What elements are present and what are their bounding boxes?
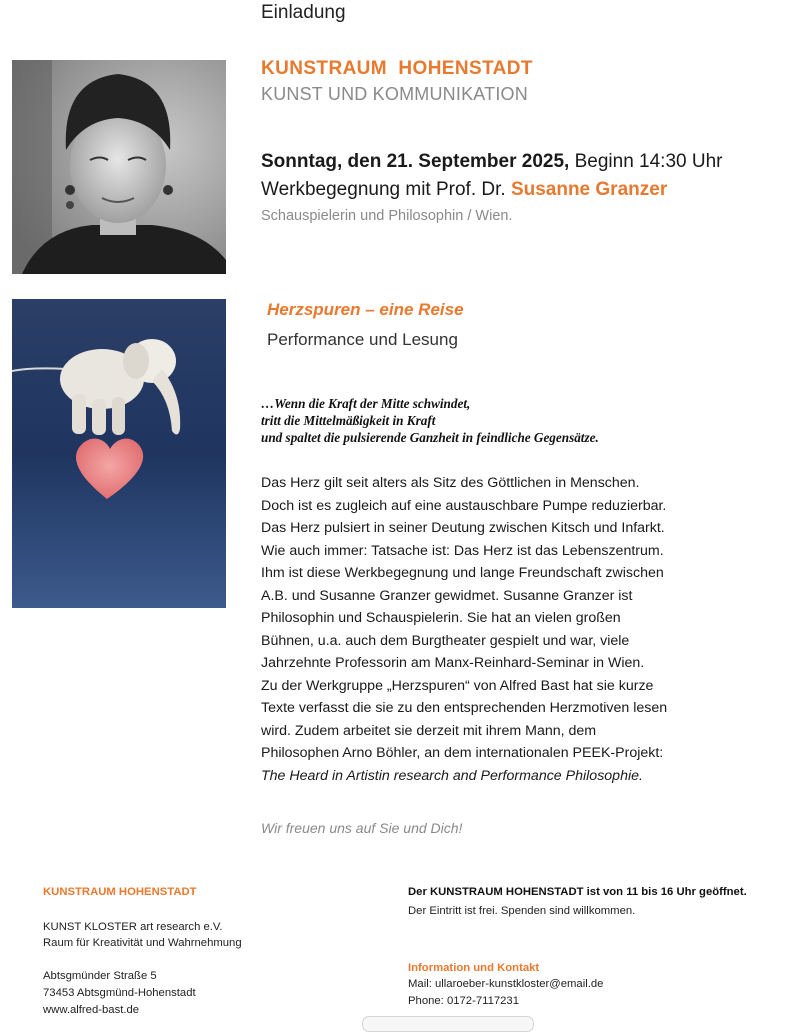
footer-phone: Phone: 0172-7117231	[408, 995, 519, 1007]
footer-association: KUNST KLOSTER art research e.V.	[43, 921, 223, 933]
body-line: Wie auch immer: Tatsache ist: Das Herz ist das Lebenszentrum.	[261, 542, 664, 559]
portrait-photo	[12, 60, 226, 274]
artist-name: Susanne Granzer	[510, 179, 668, 200]
quote-line: tritt die Mittelmäßigkeit in Kraft	[261, 413, 436, 428]
closing-text: Wir freuen uns auf Sie und Dich!	[261, 820, 463, 836]
artist-role: Schauspielerin und Philosophin / Wien.	[261, 208, 513, 224]
body-line: Ihm ist diese Werkbegegnung und lange Freundschaft zwischen	[261, 565, 664, 581]
org-subtitle: KUNST UND KOMMUNIKATION	[261, 84, 528, 104]
project-title-line: The Heard in Artistin research and Performance Philosophie.	[261, 767, 643, 784]
quote-block	[261, 395, 741, 446]
body-line: Philosophin und Schauspielerin. Sie hat an vielen großen	[261, 610, 621, 626]
performance-title: Herzspuren – eine Reise	[267, 300, 464, 319]
footer-city: 73453 Abtsgmünd-Hohenstadt	[43, 987, 196, 999]
elephant-heart-artwork	[12, 299, 226, 608]
body-text	[261, 472, 761, 787]
body-line: Zu der Werkgruppe „Herzspuren“ von Alfred Bast hat sie kurze	[261, 677, 654, 694]
body-line: Das Herz gilt seit alters als Sitz des Göttlichen in Menschen.	[261, 475, 640, 491]
org-name: KUNSTRAUM HOHENSTADT	[261, 58, 533, 79]
footer-admission: Der Eintritt ist frei. Spenden sind willkommen.	[408, 905, 636, 917]
footer-street: Abtsgmünder Straße 5	[43, 970, 157, 982]
event-begin: Beginn 14:30 Uhr	[569, 151, 723, 172]
invitation-heading: Einladung	[261, 2, 346, 23]
event-date-line	[261, 151, 723, 173]
footer-org-name: KUNSTRAUM HOHENSTADT	[43, 886, 197, 898]
body-line: wird. Zudem arbeitet sie derzeit mit ihrem Mann, dem	[261, 722, 597, 739]
performance-subtitle: Performance und Lesung	[267, 330, 458, 349]
footer-info-heading: Information und Kontakt	[408, 962, 540, 974]
scroll-indicator[interactable]	[362, 1016, 534, 1032]
body-line: Texte verfasst die sie zu den entsprechenden Herzmotiven lesen	[261, 700, 668, 716]
footer-opening-hours: Der KUNSTRAUM HOHENSTADT ist von 11 bis 16 Uhr geöffnet.	[408, 886, 747, 898]
body-line: Bühnen, u.a. auch dem Burgtheater gespielt und war, viele	[261, 632, 630, 649]
encounter-line	[261, 179, 667, 201]
quote-line: …Wenn die Kraft der Mitte schwindet,	[261, 396, 471, 411]
body-line: Doch ist es zugleich auf eine austauschbare Pumpe reduzierbar.	[261, 497, 667, 514]
body-line: Jahrzehnte Professorin am Manx-Reinhard-Seminar in Wien.	[261, 655, 645, 671]
quote-line: und spaltet die pulsierende Ganzheit in feindliche Gegensätze.	[261, 430, 599, 445]
footer-tagline: Raum für Kreativität und Wahrnehmung	[43, 937, 242, 949]
body-line: A.B. und Susanne Granzer gewidmet. Susanne Granzer ist	[261, 587, 633, 604]
body-line: Das Herz pulsiert in seiner Deutung zwischen Kitsch und Infarkt.	[261, 520, 665, 536]
footer-website-link[interactable]: www.alfred-bast.de	[43, 1004, 140, 1016]
body-line: Philosophen Arno Böhler, an dem internationalen PEEK-Projekt:	[261, 745, 664, 761]
event-date: Sonntag, den 21. September 2025,	[261, 151, 570, 172]
footer-mail-link[interactable]: Mail: ullaroeber-kunstkloster@email.de	[408, 978, 604, 990]
encounter-prefix: Werkbegegnung mit Prof. Dr.	[261, 179, 511, 200]
